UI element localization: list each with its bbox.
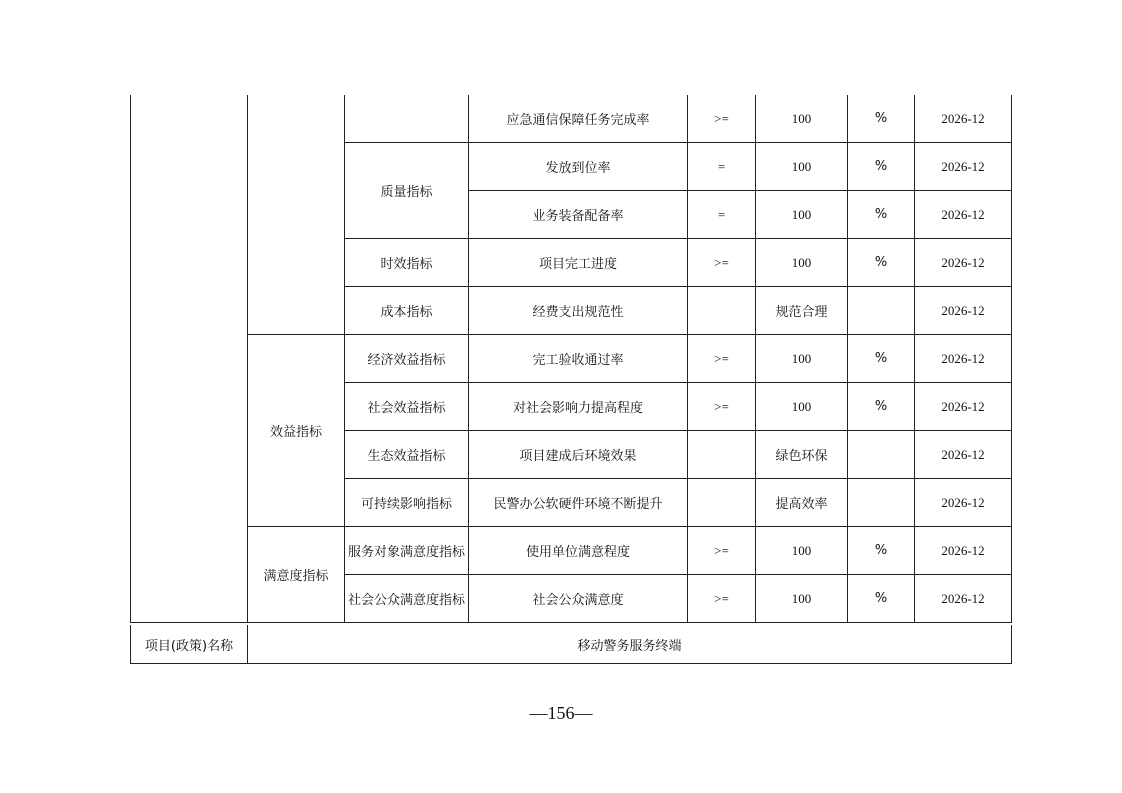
deadline-cell: 2026-12 [915, 143, 1012, 191]
operator-cell: >= [688, 527, 756, 575]
level3-indicator-cell [345, 95, 469, 143]
level3-indicator-cell: 成本指标 [345, 287, 469, 335]
operator-cell: >= [688, 95, 756, 143]
operator-cell: >= [688, 239, 756, 287]
level3-indicator-cell: 时效指标 [345, 239, 469, 287]
deadline-cell: 2026-12 [915, 95, 1012, 143]
unit-cell [848, 479, 915, 527]
deadline-cell: 2026-12 [915, 335, 1012, 383]
unit-cell: % [848, 527, 915, 575]
indicator-name-cell: 经费支出规范性 [469, 287, 688, 335]
target-value-cell: 100 [756, 335, 848, 383]
indicator-name-cell: 社会公众满意度 [469, 575, 688, 623]
table-row [131, 95, 1012, 143]
indicator-name-cell: 业务装备配备率 [469, 191, 688, 239]
deadline-cell: 2026-12 [915, 431, 1012, 479]
table-row [131, 527, 1012, 575]
level3-indicator-cell: 社会公众满意度指标 [345, 575, 469, 623]
unit-cell: % [848, 383, 915, 431]
unit-cell: % [848, 335, 915, 383]
operator-cell: = [688, 191, 756, 239]
project-name-row [131, 625, 1012, 664]
target-value-cell: 100 [756, 383, 848, 431]
table-row [131, 335, 1012, 383]
target-value-cell: 100 [756, 191, 848, 239]
project-name-label: 项目(政策)名称 [131, 625, 248, 664]
deadline-cell: 2026-12 [915, 191, 1012, 239]
indicator-name-cell: 使用单位满意程度 [469, 527, 688, 575]
target-value-cell: 100 [756, 239, 848, 287]
operator-cell [688, 431, 756, 479]
indicator-name-cell: 对社会影响力提高程度 [469, 383, 688, 431]
level3-indicator-cell: 可持续影响指标 [345, 479, 469, 527]
level1-indicator-cell [131, 95, 248, 623]
indicator-name-cell: 发放到位率 [469, 143, 688, 191]
deadline-cell: 2026-12 [915, 479, 1012, 527]
target-value-cell: 100 [756, 575, 848, 623]
deadline-cell: 2026-12 [915, 575, 1012, 623]
deadline-cell: 2026-12 [915, 527, 1012, 575]
operator-cell: >= [688, 383, 756, 431]
operator-cell [688, 479, 756, 527]
indicator-name-cell: 项目完工进度 [469, 239, 688, 287]
level3-indicator-cell: 质量指标 [345, 143, 469, 239]
indicator-name-cell: 应急通信保障任务完成率 [469, 95, 688, 143]
target-value-cell: 绿色环保 [756, 431, 848, 479]
target-value-cell: 100 [756, 143, 848, 191]
operator-cell: >= [688, 335, 756, 383]
deadline-cell: 2026-12 [915, 239, 1012, 287]
indicator-name-cell: 民警办公软硬件环境不断提升 [469, 479, 688, 527]
project-name-table [130, 625, 1012, 664]
deadline-cell: 2026-12 [915, 287, 1012, 335]
level3-indicator-cell: 服务对象满意度指标 [345, 527, 469, 575]
unit-cell: % [848, 191, 915, 239]
level3-indicator-cell: 社会效益指标 [345, 383, 469, 431]
operator-cell [688, 287, 756, 335]
level2-indicator-cell: 满意度指标 [248, 527, 345, 623]
operator-cell: = [688, 143, 756, 191]
indicator-name-cell: 项目建成后环境效果 [469, 431, 688, 479]
level2-indicator-cell: 效益指标 [248, 335, 345, 527]
level3-indicator-cell: 生态效益指标 [345, 431, 469, 479]
unit-cell: % [848, 239, 915, 287]
performance-indicator-table [130, 95, 1012, 623]
unit-cell [848, 431, 915, 479]
indicator-name-cell: 完工验收通过率 [469, 335, 688, 383]
deadline-cell: 2026-12 [915, 383, 1012, 431]
target-value-cell: 100 [756, 527, 848, 575]
project-name-value: 移动警务服务终端 [248, 625, 1012, 664]
target-value-cell: 提高效率 [756, 479, 848, 527]
unit-cell: % [848, 143, 915, 191]
level3-indicator-cell: 经济效益指标 [345, 335, 469, 383]
operator-cell: >= [688, 575, 756, 623]
level2-indicator-cell [248, 95, 345, 335]
target-value-cell: 规范合理 [756, 287, 848, 335]
page-number: —156— [529, 703, 593, 723]
target-value-cell: 100 [756, 95, 848, 143]
unit-cell: % [848, 575, 915, 623]
unit-cell: % [848, 95, 915, 143]
unit-cell [848, 287, 915, 335]
